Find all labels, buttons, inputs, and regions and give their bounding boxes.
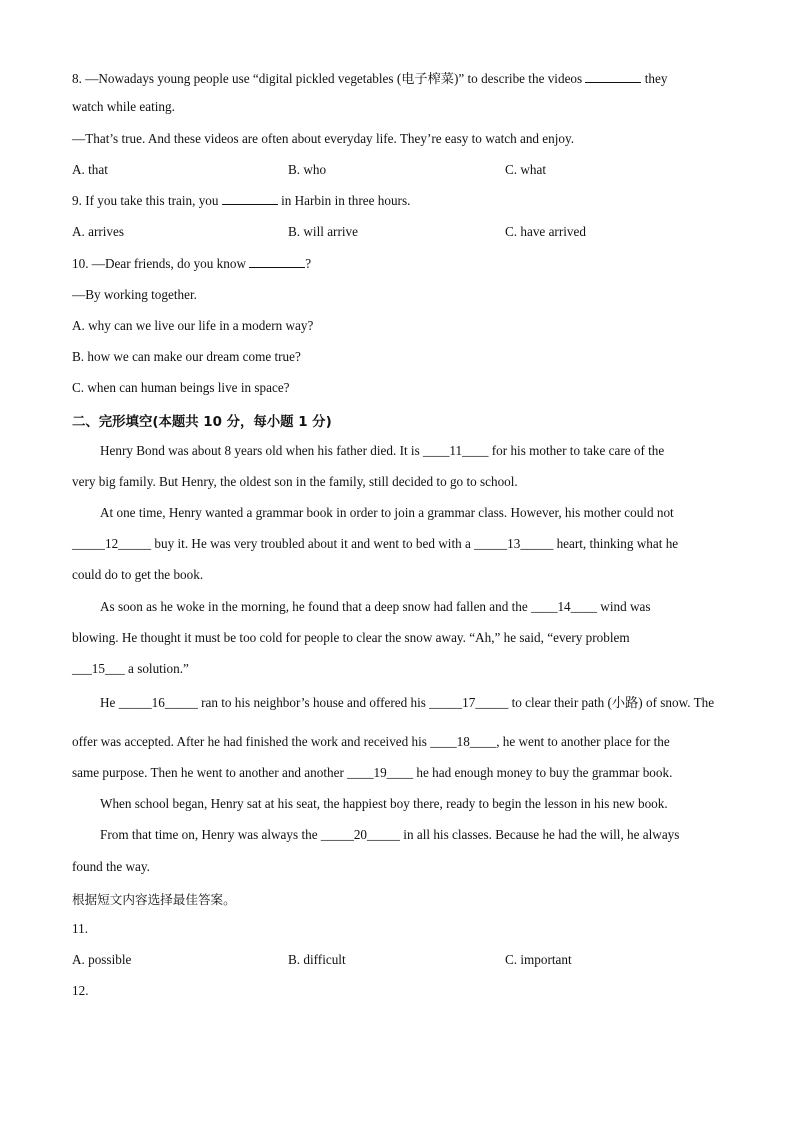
passage-p3-line2: blowing. He thought it must be too cold for people to clear the snow away. “Ah,” he said, “every problem	[72, 630, 630, 645]
passage-text: As soon as he woke in the morning, he found that a deep snow had fallen and the	[100, 599, 532, 614]
q8-stem-text: 8. —Nowadays young people use “digital pickled vegetables (电子榨菜)” to describe the videos	[72, 71, 586, 86]
q8-option-a[interactable]: A. that	[72, 162, 108, 177]
passage-p5: When school began, Henry sat at his seat, the happiest boy there, ready to begin the lesson in his new book.	[100, 796, 668, 811]
q11-number: 11.	[72, 921, 88, 936]
q8-stem-line1	[72, 68, 667, 87]
passage-text: a solution.”	[124, 661, 189, 676]
q12-number: 12.	[72, 983, 89, 998]
blank-16: _____16_____	[118, 695, 198, 710]
passage-text: Henry Bond was about 8 years old when his father died. It is	[100, 443, 424, 458]
q9-answer-blank	[222, 194, 278, 205]
q11-option-a[interactable]: A. possible	[72, 952, 132, 967]
passage-text: heart, thinking what he	[553, 536, 679, 551]
passage-text: to clear their path (小路) of snow. The	[508, 695, 715, 710]
q10-option-b[interactable]: B. how we can make our dream come true?	[72, 349, 301, 364]
blank-11: ____11____	[423, 443, 489, 458]
q8-reply: —That’s true. And these videos are often about everyday life. They’re easy to watch and enjoy.	[72, 131, 575, 146]
section-heading: 二、完形填空(本题共 10 分，每小题 1 分)	[72, 415, 332, 430]
blank-12: _____12_____	[72, 536, 152, 551]
passage-text: he had enough money to buy the grammar book.	[413, 765, 673, 780]
q8-option-c[interactable]: C. what	[505, 162, 547, 177]
q10-stem	[72, 256, 311, 272]
passage-p6-line1	[100, 827, 679, 843]
passage-text: ran to his neighbor’s house and offered his	[197, 695, 430, 710]
passage-p3-line1	[100, 599, 650, 615]
q8-answer-blank	[585, 72, 641, 83]
passage-text: buy it. He was very troubled about it and went to bed with a	[151, 536, 475, 551]
passage-p2-line2	[72, 536, 678, 552]
passage-p4-line1	[100, 692, 714, 711]
passage-text: offer was accepted. After he had finished the work and received his	[72, 734, 431, 749]
passage-text: From that time on, Henry was always the	[100, 827, 321, 842]
passage-p1-line1	[100, 443, 664, 459]
passage-p4-line2	[72, 734, 670, 750]
blank-19: ____19____	[347, 765, 414, 780]
q8-stem-line2: watch while eating.	[72, 99, 175, 114]
blank-20: _____20_____	[320, 827, 400, 842]
passage-text: in all his classes. Because he had the will, he always	[399, 827, 680, 842]
blank-17: _____17_____	[429, 695, 509, 710]
blank-13: _____13_____	[474, 536, 554, 551]
q11-option-b[interactable]: B. difficult	[288, 952, 346, 967]
q8-stem-text-end: they	[641, 71, 668, 86]
instruction: 根据短文内容选择最佳答案。	[72, 892, 236, 907]
q9-option-b[interactable]: B. will arrive	[288, 224, 358, 239]
passage-text: He	[100, 695, 119, 710]
passage-p3-line3	[72, 661, 189, 677]
q10-option-c[interactable]: C. when can human beings live in space?	[72, 380, 290, 395]
q10-stem-text-end: ?	[305, 256, 312, 271]
passage-text: wind was	[597, 599, 651, 614]
q11-option-c[interactable]: C. important	[505, 952, 572, 967]
passage-text: for his mother to take care of the	[488, 443, 665, 458]
q9-stem-text: 9. If you take this train, you	[72, 193, 222, 208]
q10-option-a[interactable]: A. why can we live our life in a modern way?	[72, 318, 314, 333]
blank-14: ____14____	[531, 599, 597, 614]
passage-p2-line3: could do to get the book.	[72, 567, 204, 582]
passage-p6-line2: found the way.	[72, 859, 150, 874]
passage-text: , he went to another place for the	[496, 734, 670, 749]
q9-option-a[interactable]: A. arrives	[72, 224, 124, 239]
q10-answer-blank	[249, 257, 305, 268]
q8-option-b[interactable]: B. who	[288, 162, 327, 177]
q10-reply: —By working together.	[72, 287, 197, 302]
q9-stem-text-end: in Harbin in three hours.	[277, 193, 411, 208]
passage-p1-line2: very big family. But Henry, the oldest son in the family, still decided to go to school.	[72, 474, 518, 489]
passage-p4-line3	[72, 765, 672, 781]
passage-p2-line1: At one time, Henry wanted a grammar book in order to join a grammar class. However, his mother could not	[100, 505, 674, 520]
blank-15: ___15___	[72, 661, 125, 676]
q9-option-c[interactable]: C. have arrived	[505, 224, 586, 239]
passage-text: same purpose. Then he went to another and another	[72, 765, 348, 780]
q9-stem	[72, 193, 410, 209]
q10-stem-text: 10. —Dear friends, do you know	[72, 256, 250, 271]
blank-18: ____18____	[430, 734, 497, 749]
